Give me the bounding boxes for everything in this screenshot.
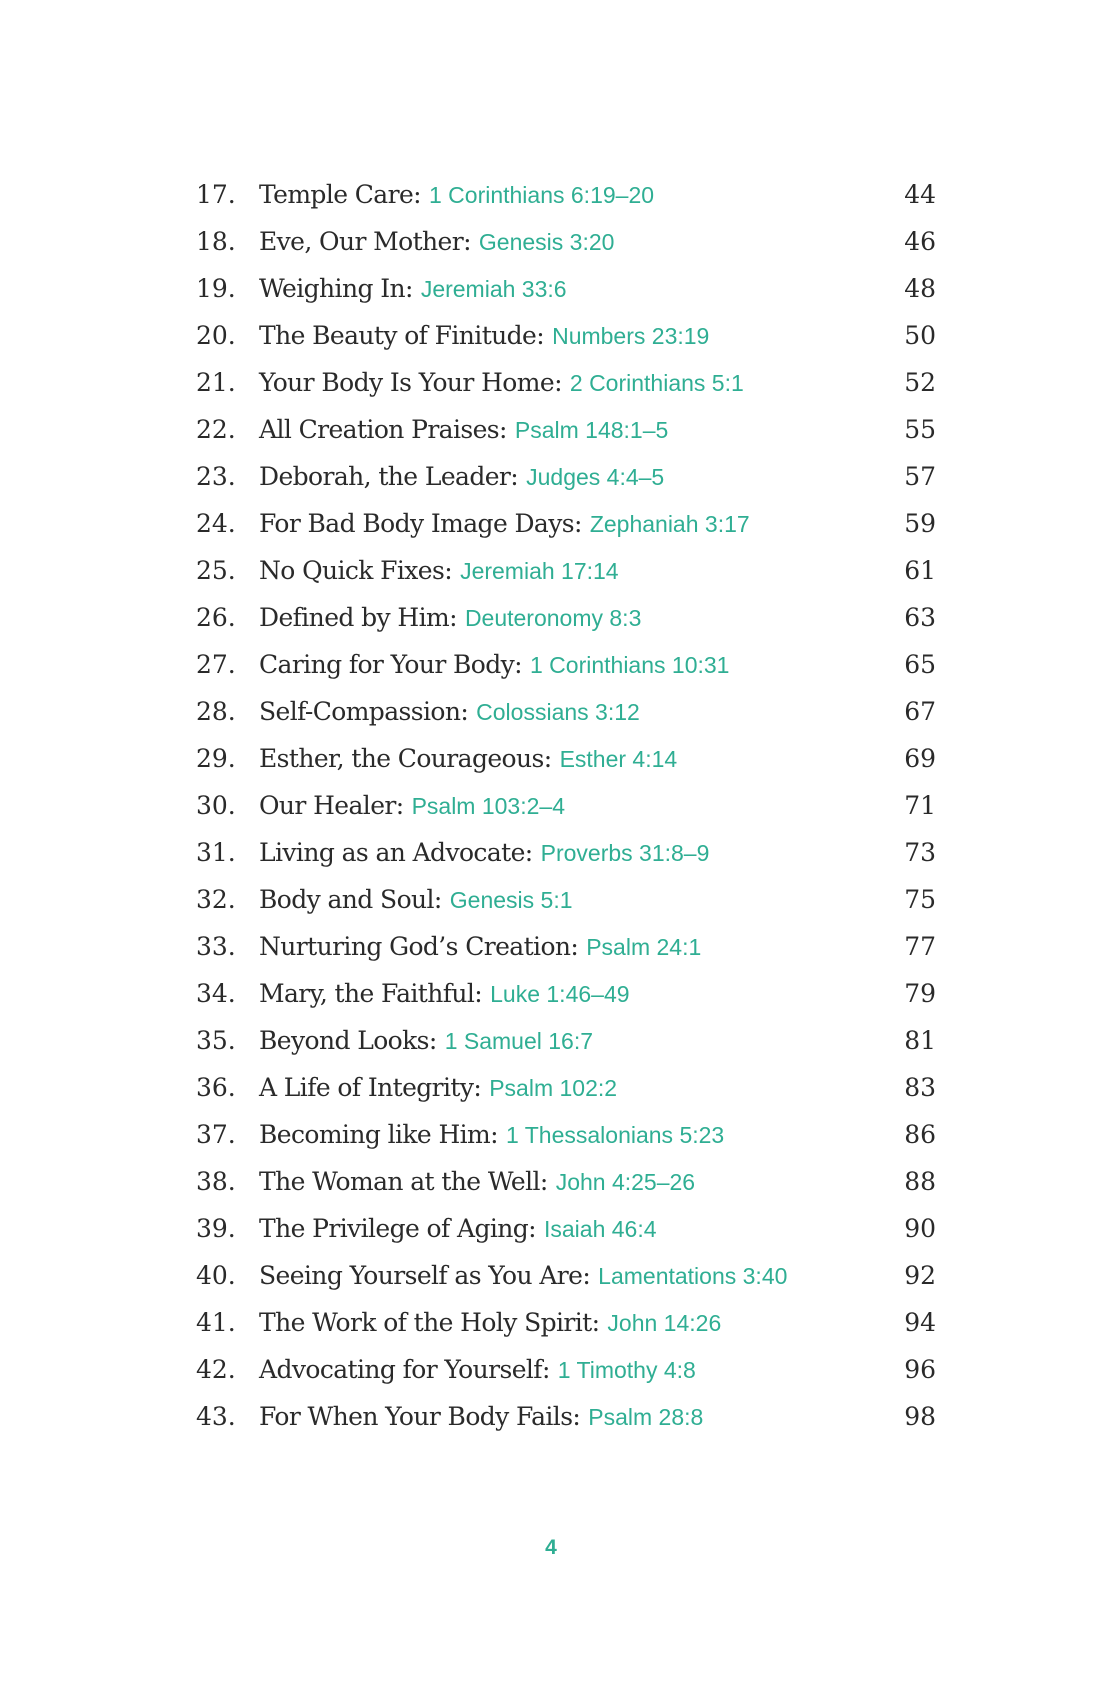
toc-entry-title: Eve, Our Mother: xyxy=(259,227,471,256)
toc-entry xyxy=(196,829,936,876)
toc-entry-text xyxy=(259,1252,787,1303)
toc-entry xyxy=(196,1064,936,1111)
toc-entry-number: 17. xyxy=(196,180,236,209)
toc-entry-text xyxy=(259,1346,696,1397)
toc-entry-scripture-reference: Psalm 148:1–5 xyxy=(514,417,669,443)
toc-entry-scripture-reference: 1 Samuel 16:7 xyxy=(444,1028,594,1054)
toc-entry xyxy=(196,500,936,547)
toc-entry-title: Temple Care: xyxy=(259,180,421,209)
toc-entry-text xyxy=(259,453,664,504)
toc-entry-title: The Beauty of Finitude: xyxy=(259,321,545,350)
toc-entry-scripture-reference: 1 Timothy 4:8 xyxy=(557,1357,696,1383)
toc-entry-title: The Woman at the Well: xyxy=(259,1167,548,1196)
toc-entry xyxy=(196,876,936,923)
toc-entry-scripture-reference: 2 Corinthians 5:1 xyxy=(569,370,744,396)
toc-entry-scripture-reference: Jeremiah 17:14 xyxy=(460,558,619,584)
toc-entry-scripture-reference: Esther 4:14 xyxy=(559,746,678,772)
toc-entry-number: 41. xyxy=(196,1308,236,1337)
toc-entry-title: Esther, the Courageous: xyxy=(259,744,552,773)
table-of-contents xyxy=(196,171,936,1440)
toc-entry-page-number: 90 xyxy=(904,1214,936,1243)
toc-entry-number: 26. xyxy=(196,603,236,632)
toc-entry-number: 40. xyxy=(196,1261,236,1290)
toc-entry-number: 30. xyxy=(196,791,236,820)
toc-entry xyxy=(196,265,936,312)
toc-entry-scripture-reference: Genesis 3:20 xyxy=(478,229,615,255)
toc-entry-scripture-reference: Numbers 23:19 xyxy=(552,323,710,349)
toc-entry-text xyxy=(259,1205,657,1256)
toc-entry-scripture-reference: Jeremiah 33:6 xyxy=(420,276,567,302)
toc-entry-text xyxy=(259,923,701,974)
toc-entry xyxy=(196,1111,936,1158)
toc-entry xyxy=(196,1393,936,1440)
toc-entry-title: Your Body Is Your Home: xyxy=(259,368,562,397)
toc-entry xyxy=(196,359,936,406)
toc-entry-scripture-reference: 1 Thessalonians 5:23 xyxy=(505,1122,725,1148)
toc-entry-text xyxy=(259,1158,695,1209)
toc-entry-number: 27. xyxy=(196,650,236,679)
toc-entry xyxy=(196,1205,936,1252)
toc-entry-scripture-reference: Deuteronomy 8:3 xyxy=(464,605,642,631)
toc-entry-number: 31. xyxy=(196,838,236,867)
toc-entry-title: Body and Soul: xyxy=(259,885,442,914)
toc-entry-title: Our Healer: xyxy=(259,791,404,820)
toc-entry-scripture-reference: Zephaniah 3:17 xyxy=(589,511,750,537)
toc-entry-title: The Privilege of Aging: xyxy=(259,1214,536,1243)
toc-entry-text xyxy=(259,1393,703,1444)
toc-entry-title: Weighing In: xyxy=(259,274,413,303)
toc-entry xyxy=(196,218,936,265)
toc-entry-number: 35. xyxy=(196,1026,236,1055)
toc-entry-scripture-reference: Genesis 5:1 xyxy=(449,887,573,913)
toc-entry-scripture-reference: Psalm 28:8 xyxy=(588,1404,704,1430)
toc-entry-page-number: 94 xyxy=(904,1308,936,1337)
toc-entry-title: Deborah, the Leader: xyxy=(259,462,519,491)
toc-entry-page-number: 59 xyxy=(904,509,936,538)
toc-entry-scripture-reference: Colossians 3:12 xyxy=(476,699,640,725)
toc-entry xyxy=(196,641,936,688)
toc-entry-text xyxy=(259,688,640,739)
toc-entry xyxy=(196,1299,936,1346)
toc-entry-scripture-reference: Lamentations 3:40 xyxy=(598,1263,788,1289)
toc-entry-number: 43. xyxy=(196,1402,236,1431)
toc-entry-page-number: 81 xyxy=(904,1026,936,1055)
toc-entry-number: 21. xyxy=(196,368,236,397)
toc-entry xyxy=(196,1158,936,1205)
toc-entry-scripture-reference: Isaiah 46:4 xyxy=(543,1216,657,1242)
toc-entry-page-number: 67 xyxy=(904,697,936,726)
toc-entry-page-number: 57 xyxy=(904,462,936,491)
toc-entry-text xyxy=(259,970,630,1021)
toc-entry-page-number: 65 xyxy=(904,650,936,679)
toc-entry xyxy=(196,1252,936,1299)
toc-entry-page-number: 48 xyxy=(904,274,936,303)
toc-entry-text xyxy=(259,500,750,551)
toc-entry-page-number: 71 xyxy=(904,791,936,820)
toc-entry xyxy=(196,406,936,453)
toc-entry-page-number: 69 xyxy=(904,744,936,773)
toc-entry-scripture-reference: John 4:25–26 xyxy=(555,1169,696,1195)
toc-entry-text xyxy=(259,1064,617,1115)
toc-entry-scripture-reference: Luke 1:46–49 xyxy=(490,981,630,1007)
toc-entry-text xyxy=(259,218,614,269)
page-number-footer: 4 xyxy=(545,1536,557,1559)
toc-entry-page-number: 83 xyxy=(904,1073,936,1102)
toc-entry-number: 33. xyxy=(196,932,236,961)
toc-entry xyxy=(196,970,936,1017)
toc-entry-text xyxy=(259,547,619,598)
toc-entry-title: Beyond Looks: xyxy=(259,1026,437,1055)
toc-entry-page-number: 86 xyxy=(904,1120,936,1149)
toc-entry-page-number: 79 xyxy=(904,979,936,1008)
toc-entry-text xyxy=(259,359,744,410)
toc-entry-text xyxy=(259,171,654,222)
toc-entry-text xyxy=(259,735,677,786)
toc-entry-number: 22. xyxy=(196,415,236,444)
toc-entry-scripture-reference: Psalm 103:2–4 xyxy=(411,793,565,819)
toc-entry-text xyxy=(259,1299,721,1350)
toc-entry-title: No Quick Fixes: xyxy=(259,556,453,585)
toc-entry-title: For When Your Body Fails: xyxy=(259,1402,581,1431)
toc-entry-scripture-reference: 1 Corinthians 10:31 xyxy=(530,652,730,678)
toc-entry-text xyxy=(259,1017,593,1068)
toc-entry xyxy=(196,453,936,500)
toc-entry-title: All Creation Praises: xyxy=(259,415,507,444)
toc-entry-page-number: 52 xyxy=(904,368,936,397)
toc-entry-text xyxy=(259,594,641,645)
toc-entry-page-number: 61 xyxy=(904,556,936,585)
toc-entry-title: The Work of the Holy Spirit: xyxy=(259,1308,600,1337)
toc-entry-scripture-reference: Psalm 24:1 xyxy=(586,934,702,960)
toc-entry-title: Becoming like Him: xyxy=(259,1120,498,1149)
toc-entry-text xyxy=(259,876,573,927)
toc-entry-title: Advocating for Yourself: xyxy=(259,1355,550,1384)
toc-entry xyxy=(196,688,936,735)
toc-entry-title: Living as an Advocate: xyxy=(259,838,533,867)
toc-entry-text xyxy=(259,641,729,692)
toc-entry-scripture-reference: Judges 4:4–5 xyxy=(526,464,665,490)
toc-entry xyxy=(196,1017,936,1064)
toc-entry xyxy=(196,547,936,594)
toc-entry-page-number: 77 xyxy=(904,932,936,961)
toc-entry-title: Caring for Your Body: xyxy=(259,650,522,679)
toc-entry-title: For Bad Body Image Days: xyxy=(259,509,582,538)
toc-entry-page-number: 98 xyxy=(904,1402,936,1431)
toc-entry-title: A Life of Integrity: xyxy=(259,1073,482,1102)
toc-entry-text xyxy=(259,1111,724,1162)
toc-entry-page-number: 75 xyxy=(904,885,936,914)
toc-entry xyxy=(196,735,936,782)
toc-entry-scripture-reference: Proverbs 31:8–9 xyxy=(540,840,710,866)
toc-entry-number: 24. xyxy=(196,509,236,538)
toc-entry-number: 23. xyxy=(196,462,236,491)
toc-entry-title: Self-Compassion: xyxy=(259,697,469,726)
toc-entry-number: 29. xyxy=(196,744,236,773)
toc-entry-scripture-reference: John 14:26 xyxy=(607,1310,722,1336)
toc-entry xyxy=(196,1346,936,1393)
toc-entry xyxy=(196,923,936,970)
toc-entry xyxy=(196,312,936,359)
toc-entry-title: Defined by Him: xyxy=(259,603,457,632)
toc-entry-title: Nurturing God’s Creation: xyxy=(259,932,579,961)
toc-entry-text xyxy=(259,312,709,363)
toc-entry-text xyxy=(259,406,668,457)
toc-entry-number: 34. xyxy=(196,979,236,1008)
toc-entry-page-number: 88 xyxy=(904,1167,936,1196)
toc-entry-number: 32. xyxy=(196,885,236,914)
toc-entry-number: 19. xyxy=(196,274,236,303)
toc-entry-page-number: 92 xyxy=(904,1261,936,1290)
toc-entry-scripture-reference: 1 Corinthians 6:19–20 xyxy=(428,182,655,208)
toc-entry-page-number: 96 xyxy=(904,1355,936,1384)
toc-entry-number: 28. xyxy=(196,697,236,726)
toc-entry-page-number: 50 xyxy=(904,321,936,350)
toc-entry-page-number: 44 xyxy=(904,180,936,209)
toc-entry-number: 38. xyxy=(196,1167,236,1196)
toc-entry-number: 20. xyxy=(196,321,236,350)
toc-entry-number: 42. xyxy=(196,1355,236,1384)
toc-entry xyxy=(196,171,936,218)
toc-entry xyxy=(196,594,936,641)
toc-entry-scripture-reference: Psalm 102:2 xyxy=(489,1075,618,1101)
toc-entry-page-number: 55 xyxy=(904,415,936,444)
toc-entry-number: 36. xyxy=(196,1073,236,1102)
toc-entry-text xyxy=(259,265,567,316)
toc-entry-number: 37. xyxy=(196,1120,236,1149)
toc-entry-number: 25. xyxy=(196,556,236,585)
toc-entry-title: Seeing Yourself as You Are: xyxy=(259,1261,591,1290)
toc-entry-page-number: 46 xyxy=(904,227,936,256)
toc-entry-number: 39. xyxy=(196,1214,236,1243)
toc-entry-page-number: 73 xyxy=(904,838,936,867)
toc-entry-text xyxy=(259,782,565,833)
toc-entry-page-number: 63 xyxy=(904,603,936,632)
toc-entry-text xyxy=(259,829,709,880)
toc-entry-title: Mary, the Faithful: xyxy=(259,979,483,1008)
toc-entry xyxy=(196,782,936,829)
toc-entry-number: 18. xyxy=(196,227,236,256)
